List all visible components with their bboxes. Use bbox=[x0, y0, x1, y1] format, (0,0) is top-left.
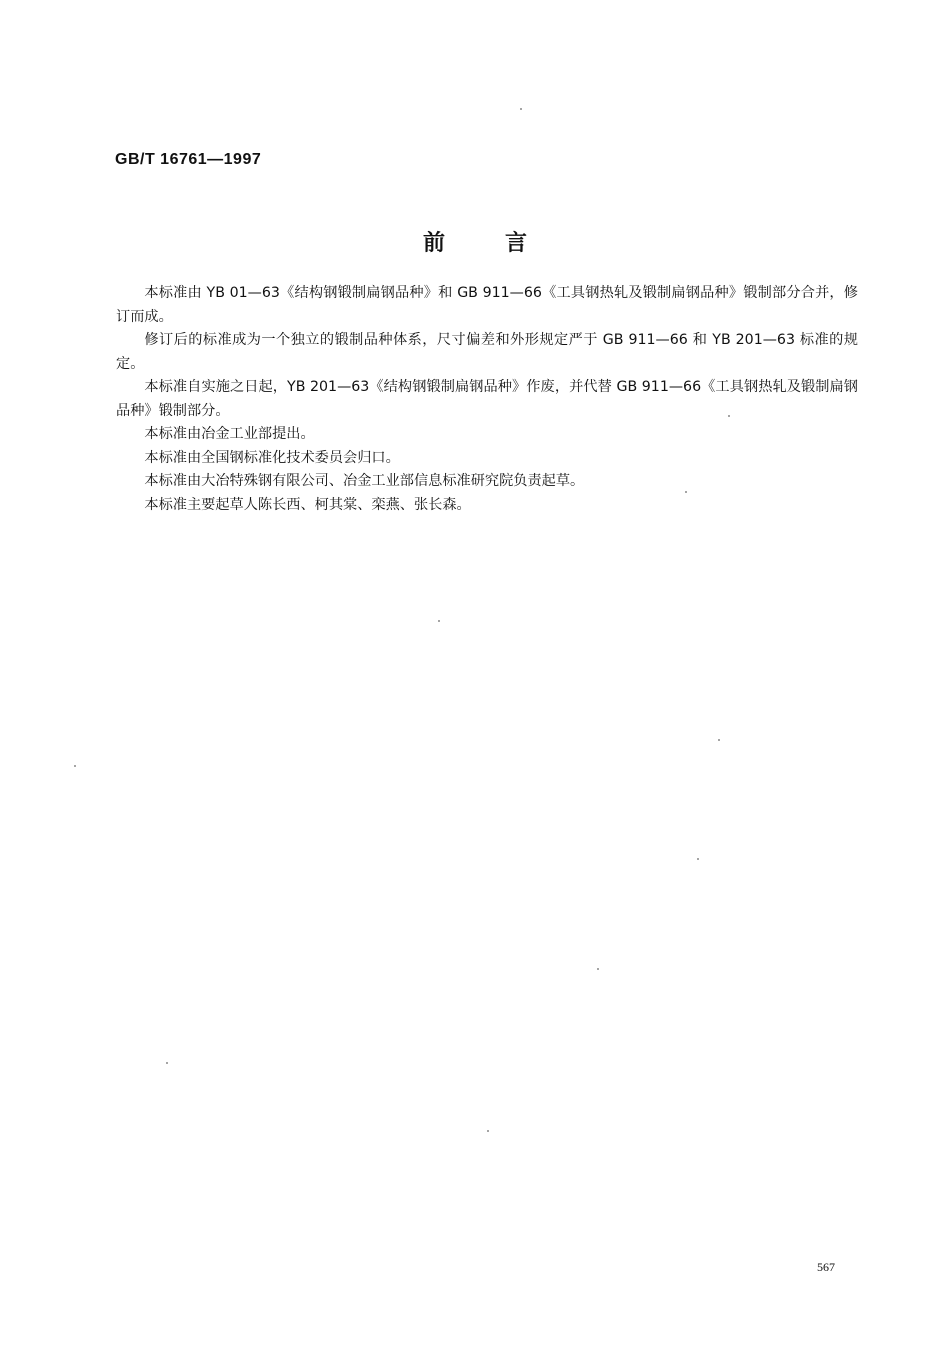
paragraph: 本标准自实施之日起，YB 201—63《结构钢锻制扁钢品种》作废，并代替 GB 911—66《工具钢热轧及锻制扁钢品种》锻制部分。 bbox=[116, 379, 858, 419]
paragraph: 本标准由全国钢标准化技术委员会归口。 bbox=[144, 449, 400, 466]
page-number: 567 bbox=[817, 1260, 835, 1274]
paragraph: 修订后的标准成为一个独立的锻制品种体系，尺寸偏差和外形规定严于 GB 911—66 和 YB 201—63 标准的规定。 bbox=[116, 332, 858, 372]
paragraph: 本标准由 YB 01—63《结构钢锻制扁钢品种》和 GB 911—66《工具钢热轧及锻制扁钢品种》锻制部分合并，修订而成。 bbox=[116, 285, 858, 325]
standard-code: GB/T 16761—1997 bbox=[115, 151, 262, 168]
scan-speck bbox=[718, 739, 720, 741]
scan-speck bbox=[685, 491, 687, 493]
scan-speck bbox=[487, 1130, 489, 1132]
section-heading: 前言 bbox=[422, 231, 587, 256]
body-text bbox=[116, 282, 858, 517]
paragraph: 本标准由大冶特殊钢有限公司、冶金工业部信息标准研究院负责起草。 bbox=[144, 473, 585, 489]
scan-speck bbox=[728, 415, 730, 417]
scan-speck bbox=[597, 968, 599, 970]
scan-speck bbox=[438, 620, 440, 622]
scan-speck bbox=[520, 108, 522, 110]
scan-speck bbox=[166, 1062, 168, 1064]
paragraph: 本标准由冶金工业部提出。 bbox=[144, 426, 315, 442]
scan-speck bbox=[74, 765, 76, 767]
scan-speck bbox=[697, 858, 699, 860]
paragraph: 本标准主要起草人陈长西、柯其棠、栾燕、张长森。 bbox=[144, 496, 471, 513]
